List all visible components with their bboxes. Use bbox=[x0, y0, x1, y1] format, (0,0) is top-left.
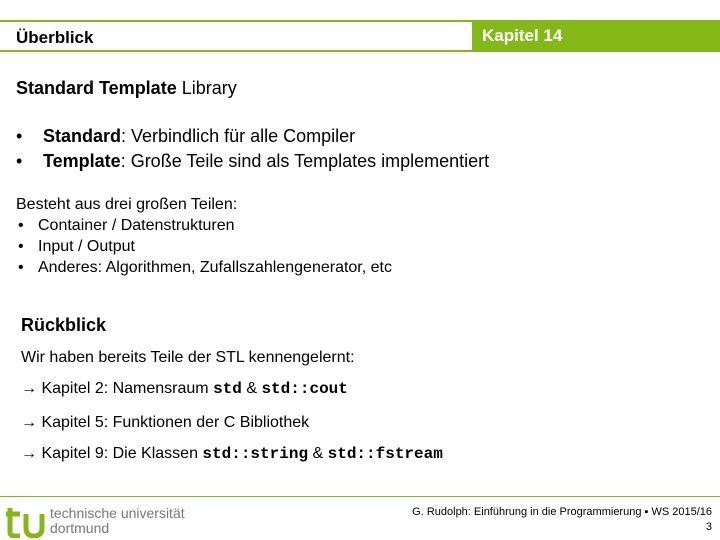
header-chapter-box bbox=[472, 20, 720, 52]
parts-intro: Besteht aus drei großen Teilen: bbox=[16, 196, 238, 213]
university-name-line-1: technische universität bbox=[50, 505, 185, 521]
list-item bbox=[16, 124, 489, 149]
code-snippet: std::fstream bbox=[327, 445, 443, 463]
list-item: • Container / Datenstrukturen bbox=[16, 215, 392, 236]
slide-title-bold: Standard Template bbox=[16, 78, 177, 98]
code-snippet: std bbox=[213, 380, 242, 398]
footer-citation: G. Rudolph: Einführung in die Programmierung ▪ WS 2015/16 bbox=[412, 506, 712, 518]
rueckblick-intro: Wir haben bereits Teile der STL kennengelernt: bbox=[21, 349, 355, 366]
term-standard-desc: : Verbindlich für alle Compiler bbox=[121, 126, 356, 146]
list-item: • Input / Output bbox=[16, 236, 392, 257]
footer-divider bbox=[0, 496, 720, 497]
rueckblick-heading: Rückblick bbox=[21, 315, 107, 335]
slide-title-rest: Library bbox=[176, 78, 237, 98]
list-item: • Anderes: Algorithmen, Zufallszahlengenerator, etc bbox=[16, 257, 392, 278]
term-template-desc: : Große Teile sind als Templates implementiert bbox=[120, 151, 490, 171]
definition-list bbox=[16, 124, 489, 174]
line-text: → Kapitel 2: Namensraum bbox=[21, 380, 214, 397]
page-number: 3 bbox=[705, 521, 712, 533]
parts-list bbox=[16, 215, 392, 278]
code-snippet: std::cout bbox=[261, 380, 348, 398]
university-name-line-2: dortmund bbox=[50, 520, 110, 536]
line-text: → Kapitel 9: Die Klassen bbox=[21, 445, 203, 462]
ampersand: & bbox=[308, 445, 328, 462]
term-template: Template bbox=[43, 151, 121, 171]
code-snippet: std::string bbox=[202, 445, 309, 463]
section-title: Überblick bbox=[16, 28, 94, 47]
ampersand: & bbox=[241, 380, 262, 397]
slide-title bbox=[16, 78, 237, 99]
rueckblick-line-3 bbox=[21, 445, 443, 463]
header-section-bar bbox=[0, 20, 472, 52]
university-name bbox=[50, 506, 185, 536]
rueckblick-line-1 bbox=[21, 380, 348, 398]
rueckblick-line-2: → Kapitel 5: Funktionen der C Bibliothek bbox=[21, 414, 310, 431]
list-item bbox=[16, 149, 489, 174]
parts-block bbox=[16, 194, 392, 278]
chapter-label: Kapitel 14 bbox=[482, 26, 563, 45]
term-standard: Standard bbox=[43, 126, 122, 146]
